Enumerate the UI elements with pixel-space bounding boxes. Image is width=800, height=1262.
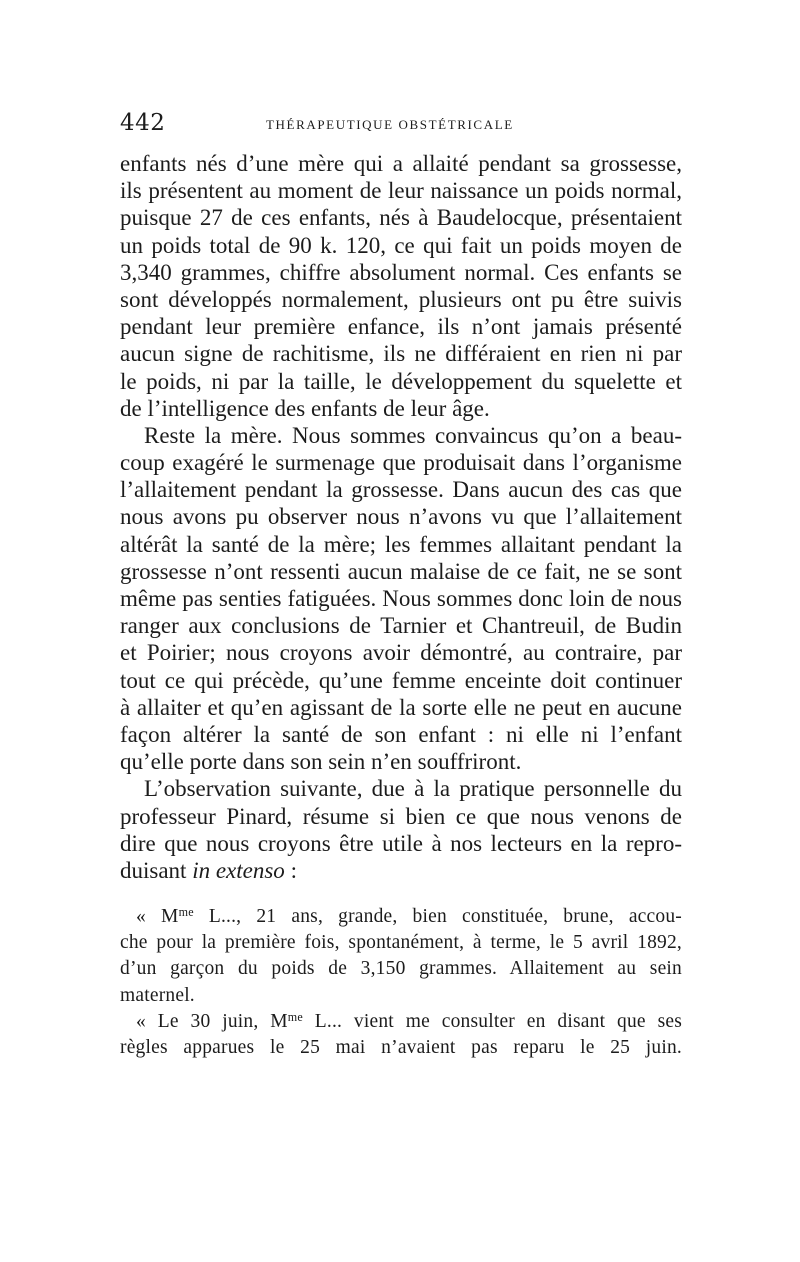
- text-line: l’allaitement pendant la grossesse. Dans aucun des cas que: [120, 477, 682, 503]
- superscript: me: [287, 1009, 303, 1024]
- quote-line: d’un garçon du poids de 3,150 grammes. Allaitement au sein: [120, 958, 682, 980]
- running-title: THÉRAPEUTIQUE OBSTÉTRICALE: [266, 117, 514, 132]
- text-line-final: [120, 857, 682, 884]
- quote-line: maternel.: [120, 984, 195, 1006]
- text-line: professeur Pinard, résume si bien ce que nous venons de: [120, 803, 682, 829]
- italic-phrase: in extenso: [192, 857, 285, 883]
- quote-fragment: L..., 21 ans, grande, bien constituée, brune, accou-: [193, 906, 682, 927]
- text-fragment: duisant: [120, 857, 187, 883]
- text-line: grossesse n’ont ressenti aucun malaise de ce fait, ne se sont: [120, 558, 682, 584]
- page-number: 442: [120, 110, 166, 136]
- text-line: qu’elle porte dans son sein n’en souffriront.: [120, 749, 522, 775]
- quote-fragment: « M: [136, 906, 179, 927]
- quote-line: [120, 1009, 682, 1035]
- text-line: ils présentent au moment de leur naissance un poids normal,: [120, 178, 682, 204]
- text-line: coup exagéré le surmenage que produisait dans l’organisme: [120, 450, 682, 476]
- text-line: façon altérer la santé de son enfant : ni elle ni l’enfant: [120, 721, 682, 747]
- text-line: puisque 27 de ces enfants, nés à Baudelocque, présentaient: [120, 205, 682, 231]
- text-line: même pas senties fatiguées. Nous sommes donc loin de nous: [120, 586, 682, 611]
- text-line: L’observation suivante, due à la pratique personnelle du: [144, 776, 682, 802]
- quote-fragment: « Le 30 juin, M: [136, 1010, 288, 1032]
- page-header: [120, 110, 680, 142]
- text-line: 3,340 grammes, chiffre absolument normal. Ces enfants se: [120, 259, 682, 285]
- text-line: dire que nous croyons être utile à nos lecteurs en la repro-: [120, 830, 682, 856]
- quote-line: règles apparues le 25 mai n’avaient pas reparu le 25 juin.: [120, 1036, 682, 1058]
- text-line: de l’intelligence des enfants de leur âge.: [120, 395, 490, 421]
- text-fragment: :: [284, 857, 297, 883]
- text-line: sont développés normalement, plusieurs ont pu être suivis: [120, 286, 682, 312]
- quote-line: che pour la première fois, spontanément, à terme, le 5 avril 1892,: [120, 932, 682, 954]
- text-line: Reste la mère. Nous sommes convaincus qu’on a beau-: [144, 422, 682, 448]
- main-text: [120, 150, 682, 884]
- text-line: pendant leur première enfance, ils n’ont jamais présenté: [120, 314, 682, 340]
- quote-fragment: L... vient me consulter en disant que ses: [302, 1010, 682, 1032]
- quoted-observation: [120, 904, 682, 1061]
- text-line: à allaiter et qu’en agissant de la sorte elle ne peut en aucune: [120, 694, 682, 720]
- text-line: nous avons pu observer nous n’avons vu que l’allaitement: [120, 504, 682, 530]
- text-line: le poids, ni par la taille, le développement du squelette et: [120, 368, 682, 394]
- text-line: enfants nés d’une mère qui a allaité pendant sa grossesse,: [120, 151, 682, 176]
- text-line: et Poirier; nous croyons avoir démontré, au contraire, par: [120, 640, 682, 666]
- text-line: un poids total de 90 k. 120, ce qui fait un poids moyen de: [120, 232, 682, 258]
- text-line: altérât la santé de la mère; les femmes allaitant pendant la: [120, 531, 682, 557]
- text-line: aucun signe de rachitisme, ils ne différaient en rien ni par: [120, 341, 682, 367]
- text-line: tout ce qui précède, qu’une femme enceinte doit continuer: [120, 667, 682, 693]
- superscript: me: [178, 904, 194, 919]
- text-line: ranger aux conclusions de Tarnier et Chantreuil, de Budin: [120, 613, 682, 639]
- quote-line: [120, 904, 682, 930]
